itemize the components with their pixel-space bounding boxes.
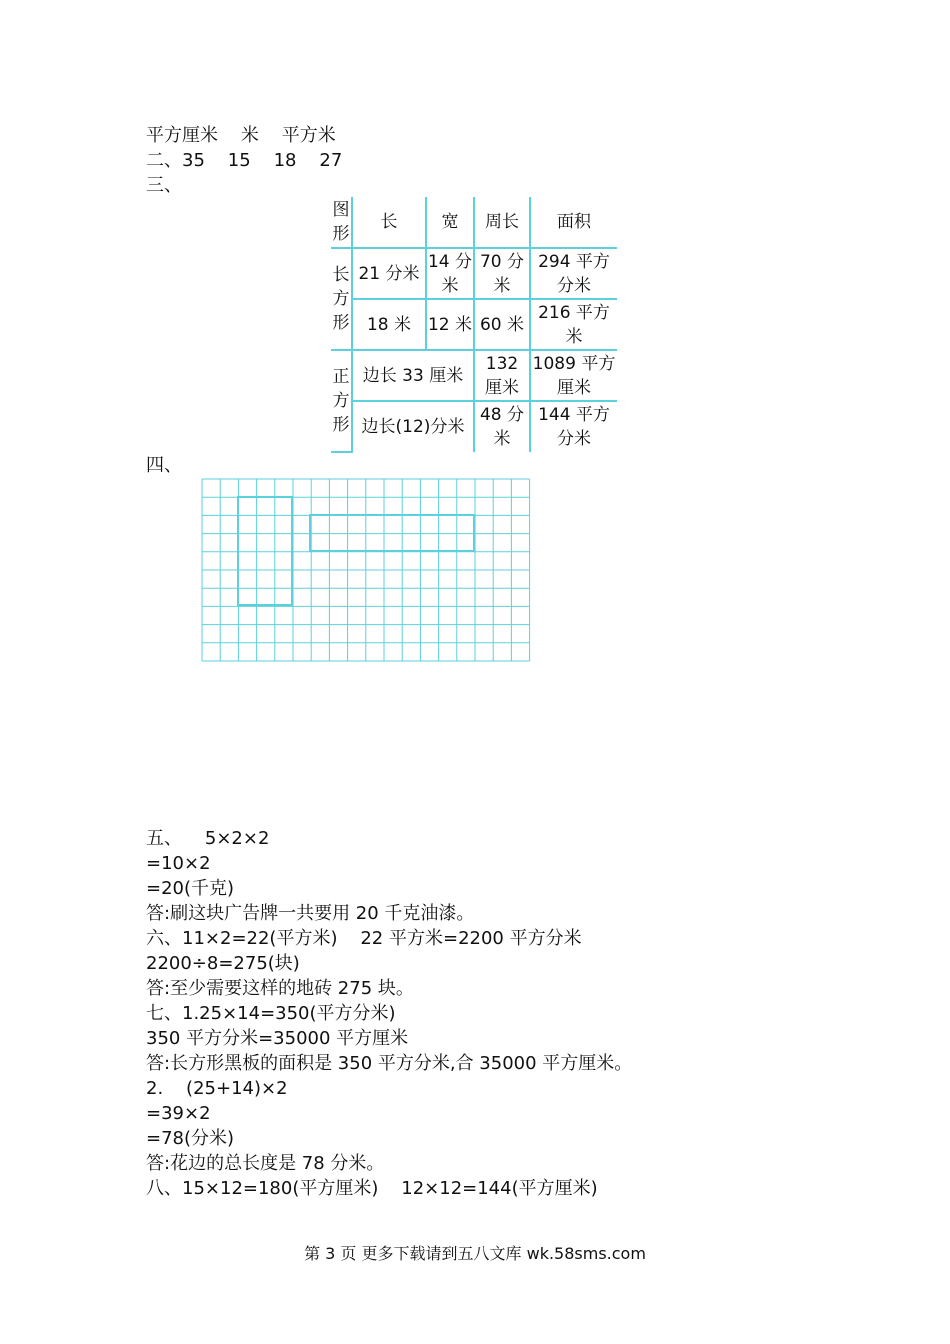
square-drawing (238, 497, 292, 605)
square-label: 正方形 (331, 350, 352, 452)
rect2-area: 216 平方米 (530, 299, 617, 350)
sq1-perimeter: 132 厘米 (474, 350, 530, 401)
answer-line-2: 二、35 15 18 27 (146, 150, 343, 171)
section-3-label: 三、 (146, 175, 182, 196)
section-4-label: 四、 (146, 455, 182, 476)
drawing-grid (201, 478, 531, 662)
rect2-width: 12 米 (426, 299, 474, 350)
answer-line-11: 答:至少需要这样的地砖 275 块。 (146, 978, 414, 999)
sq2-area: 144 平方分米 (530, 401, 617, 452)
header-length: 长 (352, 197, 426, 248)
answer-line-14: 答:长方形黑板的面积是 350 平方分米,合 35000 平方厘米。 (146, 1053, 633, 1074)
rect1-perimeter: 70 分米 (474, 248, 530, 299)
rect2-perimeter: 60 米 (474, 299, 530, 350)
header-shape: 图形 (331, 197, 352, 248)
sq2-side: 边长(12)分米 (352, 401, 474, 452)
rect1-area: 294 平方分米 (530, 248, 617, 299)
header-perimeter: 周长 (474, 197, 530, 248)
sq1-side: 边长 33 厘米 (352, 350, 474, 401)
rect2-length: 18 米 (352, 299, 426, 350)
results-table (331, 197, 617, 453)
rectangle-drawing (310, 515, 474, 551)
answer-line-1: 平方厘米 米 平方米 (146, 125, 336, 146)
answer-line-15: 2. (25+14)×2 (146, 1078, 288, 1099)
answer-line-10: 2200÷8=275(块) (146, 953, 300, 974)
answer-line-18: 答:花边的总长度是 78 分米。 (146, 1153, 385, 1174)
answer-line-13: 350 平方分米=35000 平方厘米 (146, 1028, 409, 1049)
rect1-length: 21 分米 (352, 248, 426, 299)
header-width: 宽 (426, 197, 474, 248)
answer-line-16: =39×2 (146, 1103, 211, 1124)
answer-line-12: 七、1.25×14=350(平方分米) (146, 1003, 396, 1024)
rect1-width: 14 分米 (426, 248, 474, 299)
answer-line-17: =78(分米) (146, 1128, 235, 1149)
rect-label: 长方形 (331, 248, 352, 350)
answer-line-19: 八、15×12=180(平方厘米) 12×12=144(平方厘米) (146, 1178, 598, 1199)
sq1-area: 1089 平方厘米 (530, 350, 617, 401)
answer-line-5: 五、 5×2×2 (146, 828, 270, 849)
header-area: 面积 (530, 197, 617, 248)
page-footer: 第 3 页 更多下载请到五八文库 wk.58sms.com (304, 1244, 646, 1263)
grid-lines (202, 479, 530, 661)
answer-line-6: =10×2 (146, 853, 211, 874)
answer-line-8: 答:刷这块广告牌一共要用 20 千克油漆。 (146, 903, 475, 924)
answer-line-9: 六、11×2=22(平方米) 22 平方米=2200 平方分米 (146, 928, 582, 949)
sq2-perimeter: 48 分米 (474, 401, 530, 452)
answer-line-7: =20(千克) (146, 878, 235, 899)
